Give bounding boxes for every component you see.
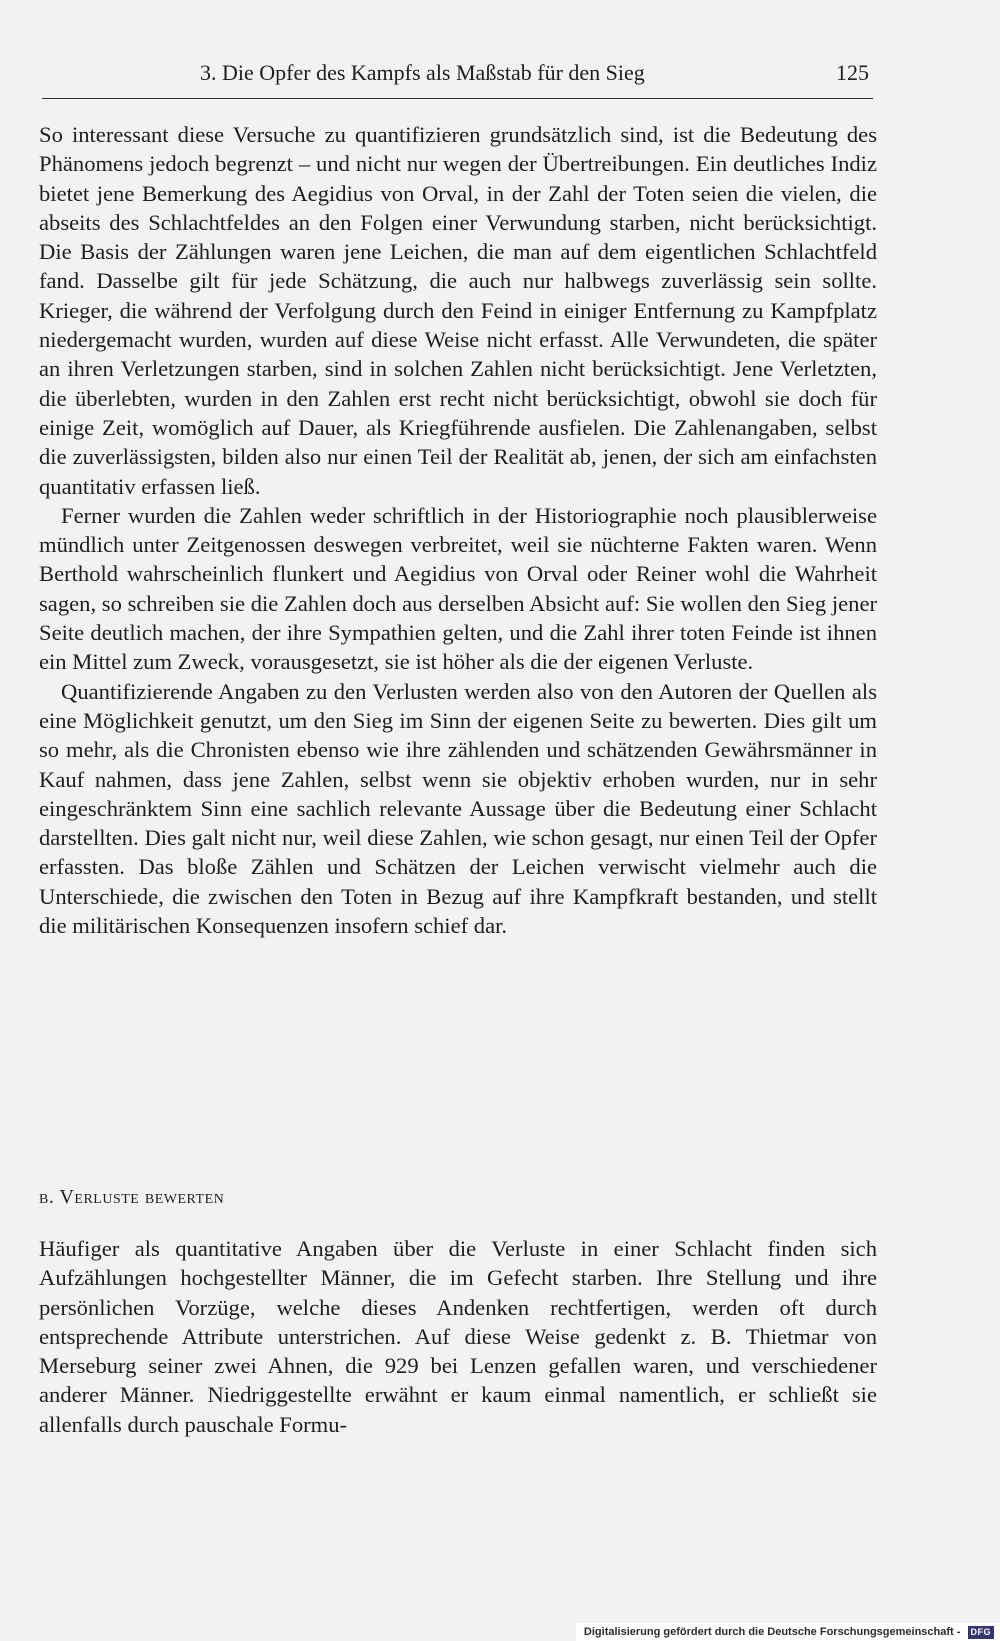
paragraph-2: Ferner wurden die Zahlen weder schriftlich in der Historiographie noch plausiblerweise mündlich unter Zeitgenossen deswegen verbreitet, weil sie nüchterne Fakten waren. Wenn Berthold wahrscheinlich flunkert und Aegidius von Orval oder Reiner wohl die Wahrheit sagen, so schreiben sie die Zahlen doch aus derselben Absicht auf: Sie wollen den Sieg jener Seite deutlich machen, der ihre Sympathien gelten, und die Zahl ihrer toten Feinde ist ihnen ein Mittel zum Zweck, vorausgesetzt, sie ist höher als die der eigenen Verluste. [39, 502, 877, 675]
section-paragraph: Häufiger als quantitative Angaben über die Verluste in einer Schlacht finden sich Aufzählungen hochgestellter Männer, die im Gefecht starben. Ihre Stellung und ihre persönlichen Vorzüge, welche dieses Andenken rechtfertigen, werden oft durch entsprechende Attribute unterstrichen. Auf diese Weise gedenkt z. B. Thietmar von Merseburg seiner zwei Ahnen, die 929 bei Lenzen gefallen waren, und verschiedener anderer Männer. Niedriggestellte erwähnt er kaum einmal namentlich, er schließt sie allenfalls durch pauschale Formu- [39, 1236, 877, 1437]
paragraph-1: So interessant diese Versuche zu quantifizieren grundsätzlich sind, ist die Bedeutung des Phänomens jedoch begrenzt – und nicht nur wegen der Übertreibungen. Ein deutliches Indiz bietet jene Bemerkung des Aegidius von Orval, in der Zahl der Toten seien die vielen, die abseits des Schlachtfeldes an den Folgen einer Verwundung starben, nicht berücksichtigt. Die Basis der Zählungen waren jene Leichen, die man auf dem eigentlichen Schlachtfeld fand. Dasselbe gilt für jede Schätzung, die auch nur halbwegs zuverlässig sein sollte. Krieger, die während der Verfolgung durch den Feind in einiger Entfernung zu Kampfplatz niedergemacht wurden, wurden auf diese Weise nicht erfasst. Alle Verwundeten, die später an ihren Verletzungen starben, sind in solchen Zahlen nicht berücksichtigt. Jene Verletzten, die überlebten, wurden in den Zahlen erst recht nicht berücksichtigt, obwohl sie doch für einige Zeit, womöglich auf Dauer, als Kriegführende ausfielen. Die Zahlenangaben, selbst die zuverlässigsten, bilden also nur einen Teil der Realität ab, jenen, der sich am einfachsten quantitativ erfassen ließ. [39, 122, 877, 499]
running-header-title: 3. Die Opfer des Kampfs als Maßstab für den Sieg [200, 60, 645, 85]
paragraph-3: Quantifizierende Angaben zu den Verlusten werden also von den Autoren der Quellen als eine Möglichkeit genutzt, um den Sieg im Sinn der eigenen Seite zu bewerten. Dies gilt um so mehr, als die Chronisten ebenso wie ihre zählenden und schätzenden Gewährsmänner in Kauf nahmen, dass jene Zahlen, selbst wenn sie objektiv erhoben wurden, nur in sehr eingeschränktem Sinn eine sachlich relevante Aussage über die Bedeutung einer Schlacht darstellten. Dies galt nicht nur, weil diese Zahlen, wie schon gesagt, nur einen Teil der Opfer erfassten. Das bloße Zählen und Schätzen der Leichen verwischt vielmehr auch die Unterschiede, die zwischen den Toten in Bezug auf ihre Kampfkraft bestanden, und stellt die militärischen Konsequenzen insofern schief dar. [39, 678, 877, 939]
section-heading: b. Verluste bewerten [39, 1186, 225, 1208]
main-text [39, 120, 877, 940]
dfg-logo: DFG [968, 1626, 995, 1639]
page-number: 125 [836, 60, 869, 85]
running-header [42, 56, 873, 99]
digitization-footer [576, 1623, 1000, 1641]
footer-text: Digitalisierung gefördert durch die Deutsche Forschungsgemeinschaft - [583, 1626, 961, 1638]
section-text [39, 1234, 877, 1439]
